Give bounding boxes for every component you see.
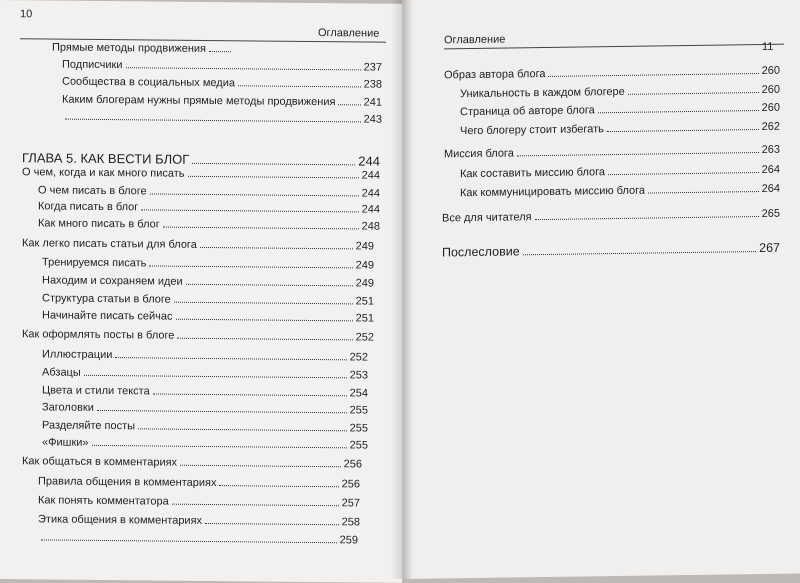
toc-entry-page: 256 — [343, 458, 362, 471]
toc-entry-title: Находим и сохраняем идеи — [42, 274, 183, 288]
toc-entry-title: Тренируемся писать — [42, 256, 147, 270]
toc-entry-page: 251 — [355, 312, 374, 325]
leader-dots — [115, 349, 346, 360]
toc-entry-page: 241 — [363, 96, 382, 109]
leader-dots — [548, 65, 758, 77]
toc-entry — [460, 102, 780, 118]
leader-dots — [126, 59, 361, 70]
toc-entry-title: Как составить миссию блога — [460, 166, 605, 181]
leader-dots — [607, 121, 759, 132]
leader-dots — [219, 477, 338, 487]
toc-entry-page: 255 — [349, 404, 368, 417]
leader-dots — [628, 84, 759, 95]
leader-dots — [598, 102, 759, 113]
leader-dots — [41, 531, 337, 543]
running-title: Оглавление — [444, 33, 506, 47]
toc-entry — [62, 76, 382, 91]
toc-entry — [62, 59, 382, 74]
leader-dots — [608, 164, 759, 175]
toc-entry-page: 248 — [361, 220, 380, 233]
toc-entry — [444, 65, 780, 82]
toc-entry-title: Этика общения в комментариях — [38, 513, 203, 527]
toc-entry-page: 260 — [761, 64, 780, 77]
leader-dots — [535, 208, 759, 220]
leader-dots — [176, 311, 353, 322]
toc-entry-title: Когда писать в блог — [38, 200, 139, 214]
leader-dots — [188, 168, 359, 179]
toc-entry-title: Иллюстрации — [42, 348, 113, 362]
toc-entry — [62, 94, 382, 109]
toc-entry-page: 237 — [363, 61, 382, 74]
running-title: Оглавление — [318, 27, 380, 40]
toc-entry-title: Все для читателя — [442, 211, 532, 225]
toc-entry-title: Начинайте писать сейчас — [42, 309, 173, 323]
toc-entry-page: 259 — [339, 534, 358, 547]
toc-entry-page: 263 — [761, 143, 780, 156]
toc-entry-title: Уникальность в каждом блогере — [460, 85, 625, 101]
toc-entry — [442, 208, 780, 225]
leader-dots — [338, 96, 360, 105]
toc-entry-title: Сообщества в социальных медиа — [62, 75, 235, 90]
leader-dots — [517, 144, 759, 156]
leader-dots — [200, 239, 353, 249]
toc-entry-page: 238 — [363, 78, 382, 91]
toc-entry-title: Абзацы — [42, 366, 81, 379]
toc-entry-page: 244 — [361, 169, 380, 182]
toc-entry-page: 255 — [349, 422, 368, 435]
toc-entry-title: Как много писать в блог — [38, 217, 160, 231]
leader-dots — [65, 111, 361, 123]
leader-dots — [97, 402, 347, 413]
leader-dots — [209, 43, 231, 52]
leader-dots — [163, 219, 359, 230]
toc-entry-page: 252 — [349, 351, 368, 364]
leader-dots — [149, 257, 352, 268]
toc-entry-page: 254 — [349, 387, 368, 400]
right-page — [402, 0, 800, 579]
toc-entry-title: О чем писать в блоге — [38, 184, 147, 198]
toc-entry-title: Цвета и стили текста — [42, 384, 150, 398]
bleed-through-text — [412, 255, 792, 560]
toc-entry-title: Миссия блога — [444, 147, 514, 161]
toc-entry-page: 249 — [355, 259, 374, 272]
toc-entry-title: Каким блогерам нужны прямые методы продвижения — [62, 93, 336, 109]
toc-entry-title: Страница об авторе блога — [460, 104, 595, 119]
toc-entry-page: 256 — [341, 478, 360, 491]
toc-entry — [460, 84, 780, 100]
toc-entry-page: 251 — [355, 295, 374, 308]
leader-dots — [177, 330, 352, 341]
toc-entry-page: 244 — [361, 203, 380, 216]
toc-entry-title: Как оформлять посты в блоге — [22, 328, 175, 342]
leader-dots — [180, 457, 341, 468]
toc-entry-page: 249 — [355, 240, 374, 253]
toc-entry-page: 267 — [759, 240, 780, 256]
toc-entry-title: Чего блогеру стоит избегать — [460, 123, 604, 138]
toc-entry-page: 257 — [341, 497, 360, 510]
toc-entry-title: Как коммуницировать миссию блога — [460, 184, 646, 200]
toc-entry-page: 243 — [363, 113, 382, 126]
toc-entry-title: Послесловие — [442, 244, 520, 260]
toc-entry-title: Структура статьи в блоге — [42, 292, 171, 306]
toc-entry — [52, 41, 234, 55]
leader-dots — [192, 155, 355, 166]
toc-entry-title: Как понять комментатора — [38, 494, 169, 508]
leader-dots — [172, 496, 339, 507]
leader-dots — [141, 201, 358, 212]
toc-entry-title: Прямые методы продвижения — [52, 41, 206, 55]
leader-dots — [648, 183, 759, 194]
leader-dots — [153, 385, 347, 396]
toc-entry-page: 249 — [355, 277, 374, 290]
leader-dots — [205, 515, 339, 525]
toc-entry-page: 252 — [355, 331, 374, 344]
toc-entry-page: 264 — [761, 182, 780, 195]
leader-dots — [92, 437, 347, 448]
book-spine-shadow — [391, 0, 413, 579]
toc-entry-title: Образ автора блога — [444, 67, 546, 82]
toc-entry-title: Подписчики — [62, 58, 123, 72]
toc-entry-title: Как легко писать статьи для блога — [22, 237, 197, 251]
toc-entry-page: 244 — [361, 187, 380, 200]
toc-entry-page: 265 — [761, 207, 780, 220]
toc-entry-title: Заголовки — [42, 401, 94, 414]
page-number: 10 — [20, 8, 33, 21]
toc-entry-title: Как общаться в комментариях — [22, 455, 178, 469]
toc-entry-title: «Фишки» — [42, 436, 89, 449]
leader-dots — [84, 367, 347, 379]
toc-entry-page: 260 — [761, 101, 780, 114]
toc-entry-page: 253 — [349, 369, 368, 382]
toc-entry — [460, 164, 780, 180]
leader-dots — [138, 420, 347, 431]
toc-entry — [460, 121, 780, 137]
toc-entry-page: 244 — [358, 153, 380, 169]
toc-entry-page: 255 — [349, 439, 368, 452]
toc-entry — [444, 144, 780, 161]
leader-dots — [150, 185, 359, 196]
toc-entry-page: 260 — [761, 83, 780, 96]
page-number: 11 — [762, 40, 774, 53]
toc-entry-title: ГЛАВА 5. КАК ВЕСТИ БЛОГ — [22, 150, 190, 167]
toc-entry-page: 258 — [341, 516, 360, 529]
leader-dots — [238, 77, 361, 87]
leader-dots — [186, 276, 353, 287]
toc-entry-title: Правила общения в комментариях — [38, 475, 217, 490]
toc-entry — [460, 183, 780, 199]
toc-entry-title: О чем, когда и как много писать — [22, 166, 185, 180]
toc-entry-title: Разделяйте посты — [42, 419, 136, 433]
leader-dots — [523, 243, 756, 255]
toc-entry-page: 264 — [761, 163, 780, 176]
toc-entry-page: 262 — [761, 120, 780, 133]
leader-dots — [174, 294, 353, 305]
